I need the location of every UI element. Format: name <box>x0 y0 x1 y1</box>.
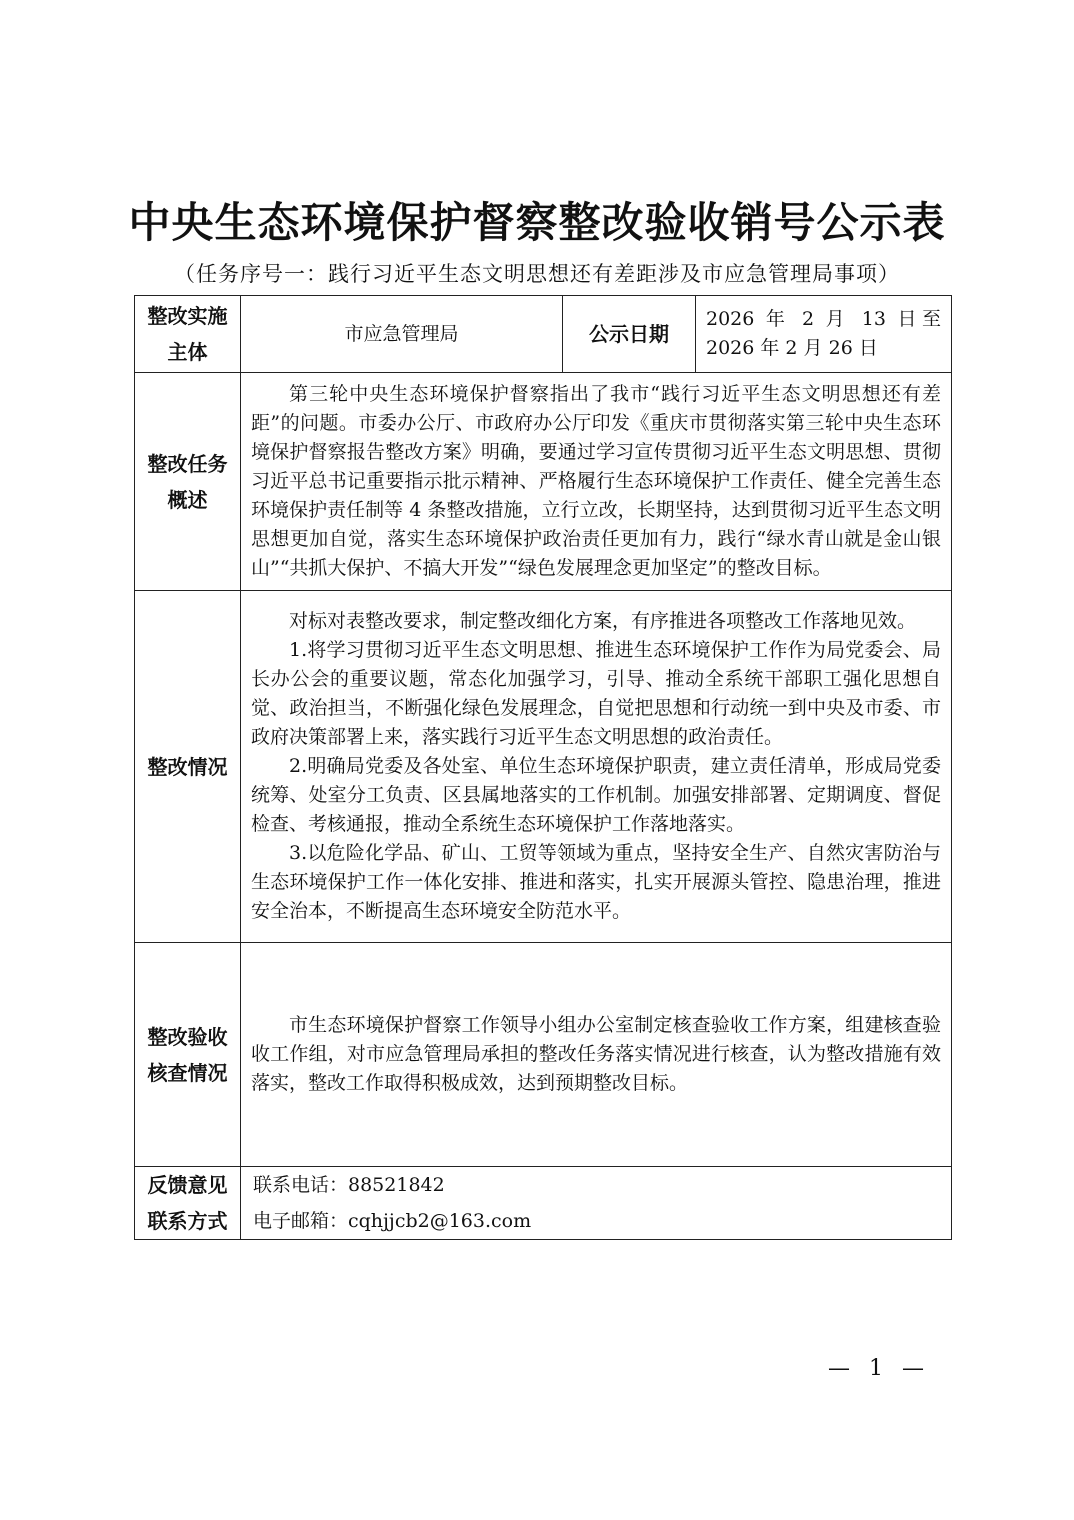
status-text-cell <box>241 591 952 943</box>
verify-text: 市生态环境保护督察工作领导小组办公室制定核查验收工作方案，组建核查验收工作组，对市应急管理局承担的整改任务落实情况进行核查，认为整改措施有效落实，整改工作取得积极成效，达到预期整改目标。 <box>251 1014 941 1094</box>
overview-text: 第三轮中央生态环境保护督察指出了我市“践行习近平生态文明思想还有差距”的问题。市委办公厅、市政府办公厅印发《重庆市贯彻落实第三轮中央生态环境保护督察报告整改方案》明确，要通过学习宣传贯彻习近平生态文明思想、贯彻习近平总书记重要指示批示精神、严格履行生态环境保护工作责任、健全完善生态环境保护责任制等 4 条整改措施，立行立改，长期坚持，达到贯彻习近平生态文明思想更加自觉，落实生态环境保护政治责任更加有力，践行“绿水青山就是金山银山”“共抓大保护、不搞大开发”“绿色发展理念更加坚定”的整改目标。 <box>251 383 941 579</box>
overview-row <box>135 373 952 591</box>
date-label: 公示日期 <box>563 296 696 373</box>
entity-value: 市应急管理局 <box>241 296 563 373</box>
document-subtitle: （任务序号一：践行习近平生态文明思想还有差距涉及市应急管理局事项） <box>174 262 900 286</box>
status-paragraph: 1.将学习贯彻习近平生态文明思想、推进生态环境保护工作作为局党委会、局长办公会的重要议题，常态化加强学习，引导、推动全系统干部职工强化思想自觉、政治担当，不断强化绿色发展理念，自觉把思想和行动统一到中央及市委、市政府决策部署上来，落实践行习近平生态文明思想的政治责任。 <box>251 639 941 748</box>
date-value: 2026 年 2 月 13 日至 2026 年 2 月 26 日 <box>696 296 952 373</box>
entity-label-line1: 整改实施 <box>147 304 228 328</box>
overview-label-line2: 概述 <box>167 487 208 512</box>
feedback-label-line2: 联系方式 <box>147 1209 228 1233</box>
status-paragraph: 对标对表整改要求，制定整改细化方案，有序推进各项整改工作落地见效。 <box>289 610 917 632</box>
document-title: 中央生态环境保护督察整改验收销号公示表 <box>128 198 946 247</box>
contact-email[interactable]: 电子邮箱：cqhjjcb2@163.com <box>253 1210 532 1232</box>
verify-row <box>135 943 952 1167</box>
overview-text-cell <box>241 373 952 591</box>
verify-text-cell <box>241 943 952 1167</box>
entity-label-line2: 主体 <box>167 340 208 364</box>
feedback-label-line1: 反馈意见 <box>147 1173 228 1197</box>
status-paragraph: 2.明确局党委及各处室、单位生态环境保护职责，建立责任清单，形成局党委统筹、处室分工负责、区县属地落实的工作机制。加强安排部署、定期调度、督促检查、考核通报，推动全系统生态环境保护工作落地落实。 <box>251 755 941 835</box>
feedback-contact-cell <box>241 1167 952 1240</box>
page-number: — 1 — <box>828 1356 930 1381</box>
contact-phone: 联系电话：88521842 <box>253 1174 445 1196</box>
feedback-row <box>135 1167 952 1240</box>
verify-label-line2: 核查情况 <box>147 1060 228 1085</box>
status-row <box>135 591 952 943</box>
publicity-table <box>134 295 952 1240</box>
status-label: 整改情况 <box>135 591 241 943</box>
verify-label-line1: 整改验收 <box>147 1024 228 1049</box>
entity-row <box>135 296 952 373</box>
overview-label <box>135 373 241 591</box>
overview-label-line1: 整改任务 <box>147 451 228 476</box>
verify-label <box>135 943 241 1167</box>
status-paragraph: 3.以危险化学品、矿山、工贸等领域为重点，坚持安全生产、自然灾害防治与生态环境保护工作一体化安排、推进和落实，扎实开展源头管控、隐患治理，推进安全治本，不断提高生态环境安全防范水平。 <box>251 842 941 922</box>
entity-label <box>135 296 241 373</box>
feedback-label <box>135 1167 241 1240</box>
